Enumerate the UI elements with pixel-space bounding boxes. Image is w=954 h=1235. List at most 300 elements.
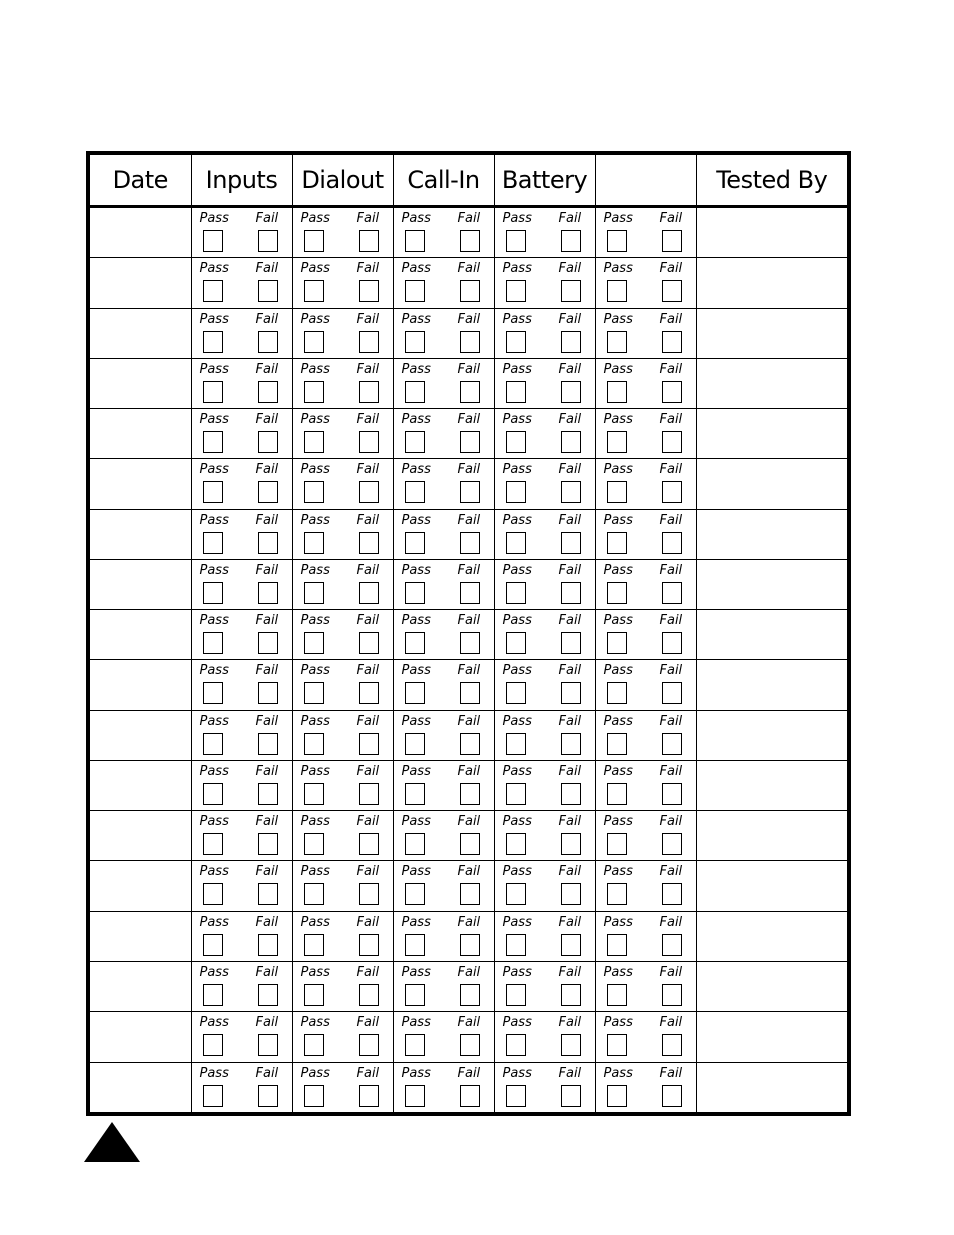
pass-checkbox[interactable] — [203, 431, 223, 453]
tested-by-cell[interactable] — [696, 1012, 847, 1062]
fail-checkbox[interactable] — [460, 984, 480, 1006]
pass-checkbox[interactable] — [304, 934, 324, 956]
pass-checkbox[interactable] — [405, 883, 425, 905]
date-cell[interactable] — [90, 610, 191, 660]
pass-checkbox[interactable] — [607, 1085, 627, 1107]
date-cell[interactable] — [90, 409, 191, 459]
fail-checkbox[interactable] — [460, 280, 480, 302]
pass-label: Pass — [502, 562, 532, 578]
pass-checkbox[interactable] — [304, 532, 324, 554]
pass-checkbox[interactable] — [304, 431, 324, 453]
pass-label: Pass — [401, 361, 431, 377]
pass-checkbox[interactable] — [203, 1085, 223, 1107]
fail-checkbox[interactable] — [258, 733, 278, 755]
fail-checkbox[interactable] — [460, 783, 480, 805]
fail-checkbox[interactable] — [662, 1034, 682, 1056]
pass-checkbox[interactable] — [405, 1034, 425, 1056]
pass-checkbox[interactable] — [506, 733, 526, 755]
pass-fail-group — [192, 610, 292, 659]
pass-label: Pass — [603, 211, 633, 226]
pass-checkbox[interactable] — [506, 682, 526, 704]
pass-checkbox[interactable] — [607, 381, 627, 403]
date-cell[interactable] — [90, 911, 191, 961]
fail-checkbox[interactable] — [561, 632, 581, 654]
fail-label: Fail — [457, 412, 481, 428]
pass-label: Pass — [603, 914, 633, 930]
fail-checkbox[interactable] — [359, 682, 379, 704]
pass-checkbox[interactable] — [506, 331, 526, 353]
pass-label: Pass — [603, 663, 633, 679]
date-cell[interactable] — [90, 308, 191, 358]
fail-checkbox[interactable] — [662, 833, 682, 855]
tested-by-cell[interactable] — [696, 559, 847, 609]
pass-checkbox[interactable] — [607, 481, 627, 503]
date-cell[interactable] — [90, 358, 191, 408]
pass-checkbox[interactable] — [304, 632, 324, 654]
pass-checkbox[interactable] — [405, 280, 425, 302]
fail-checkbox[interactable] — [561, 682, 581, 704]
pass-label: Pass — [401, 412, 431, 428]
pass-fail-group — [596, 861, 696, 910]
fail-checkbox[interactable] — [662, 230, 682, 252]
pass-fail-group — [293, 208, 393, 257]
pass-label: Pass — [199, 361, 229, 377]
pass-checkbox[interactable] — [405, 934, 425, 956]
pass-checkbox[interactable] — [405, 431, 425, 453]
pass-checkbox[interactable] — [506, 582, 526, 604]
fail-label: Fail — [255, 1065, 279, 1081]
pass-checkbox[interactable] — [405, 1085, 425, 1107]
fail-checkbox[interactable] — [561, 280, 581, 302]
fail-label: Fail — [558, 512, 582, 528]
pass-checkbox[interactable] — [607, 1034, 627, 1056]
fail-checkbox[interactable] — [662, 934, 682, 956]
pass-fail-group — [293, 309, 393, 358]
pass-checkbox[interactable] — [304, 582, 324, 604]
fail-checkbox[interactable] — [460, 381, 480, 403]
pass-fail-cell — [595, 509, 696, 559]
date-cell[interactable] — [90, 811, 191, 861]
fail-checkbox[interactable] — [258, 431, 278, 453]
pass-checkbox[interactable] — [203, 230, 223, 252]
tested-by-cell[interactable] — [696, 409, 847, 459]
pass-checkbox[interactable] — [405, 783, 425, 805]
pass-label: Pass — [603, 965, 633, 980]
fail-checkbox[interactable] — [258, 582, 278, 604]
date-cell[interactable] — [90, 459, 191, 509]
fail-checkbox[interactable] — [662, 381, 682, 403]
pass-checkbox[interactable] — [304, 682, 324, 704]
pass-checkbox[interactable] — [506, 1085, 526, 1107]
fail-checkbox[interactable] — [561, 431, 581, 453]
fail-checkbox[interactable] — [359, 481, 379, 503]
pass-checkbox[interactable] — [203, 331, 223, 353]
fail-checkbox[interactable] — [460, 682, 480, 704]
fail-label: Fail — [356, 663, 380, 679]
header-row — [90, 155, 847, 207]
pass-label: Pass — [401, 462, 431, 478]
fail-label: Fail — [457, 965, 481, 980]
fail-checkbox[interactable] — [258, 783, 278, 805]
date-cell[interactable] — [90, 1062, 191, 1112]
pass-label: Pass — [502, 512, 532, 528]
fail-label: Fail — [558, 763, 582, 779]
pass-fail-group — [495, 510, 595, 559]
pass-fail-group — [192, 309, 292, 358]
fail-checkbox[interactable] — [258, 1034, 278, 1056]
pass-checkbox[interactable] — [405, 582, 425, 604]
fail-checkbox[interactable] — [561, 783, 581, 805]
tested-by-cell[interactable] — [696, 1062, 847, 1112]
fail-label: Fail — [356, 763, 380, 779]
pass-label: Pass — [603, 613, 633, 629]
tested-by-cell[interactable] — [696, 710, 847, 760]
fail-checkbox[interactable] — [359, 883, 379, 905]
fail-checkbox[interactable] — [561, 481, 581, 503]
pass-checkbox[interactable] — [304, 733, 324, 755]
fail-checkbox[interactable] — [662, 1085, 682, 1107]
pass-fail-cell — [595, 962, 696, 1012]
pass-checkbox[interactable] — [506, 280, 526, 302]
fail-checkbox[interactable] — [460, 934, 480, 956]
pass-checkbox[interactable] — [506, 833, 526, 855]
pass-checkbox[interactable] — [405, 481, 425, 503]
pass-checkbox[interactable] — [506, 632, 526, 654]
pass-label: Pass — [603, 1065, 633, 1081]
fail-checkbox[interactable] — [662, 481, 682, 503]
pass-checkbox[interactable] — [203, 783, 223, 805]
pass-fail-cell — [595, 308, 696, 358]
pass-fail-cell — [191, 811, 292, 861]
fail-checkbox[interactable] — [561, 1085, 581, 1107]
pass-fail-cell — [494, 459, 595, 509]
fail-checkbox[interactable] — [662, 280, 682, 302]
pass-checkbox[interactable] — [607, 280, 627, 302]
date-cell[interactable] — [90, 962, 191, 1012]
log-row — [90, 459, 847, 509]
tested-by-cell[interactable] — [696, 811, 847, 861]
header-inputs: Inputs — [191, 155, 292, 207]
fail-checkbox[interactable] — [561, 230, 581, 252]
pass-fail-cell — [191, 207, 292, 258]
fail-checkbox[interactable] — [258, 632, 278, 654]
pass-checkbox[interactable] — [203, 934, 223, 956]
pass-checkbox[interactable] — [304, 280, 324, 302]
fail-checkbox[interactable] — [561, 883, 581, 905]
pass-fail-cell — [292, 207, 393, 258]
pass-checkbox[interactable] — [203, 280, 223, 302]
pass-checkbox[interactable] — [304, 331, 324, 353]
pass-fail-cell — [595, 409, 696, 459]
pass-fail-group — [293, 1063, 393, 1112]
pass-fail-group — [293, 711, 393, 760]
pass-fail-cell — [393, 1012, 494, 1062]
fail-checkbox[interactable] — [258, 230, 278, 252]
fail-checkbox[interactable] — [359, 582, 379, 604]
fail-checkbox[interactable] — [359, 632, 379, 654]
pass-fail-group — [394, 409, 494, 458]
pass-checkbox[interactable] — [304, 230, 324, 252]
fail-checkbox[interactable] — [662, 984, 682, 1006]
fail-checkbox[interactable] — [662, 582, 682, 604]
fail-label: Fail — [356, 864, 380, 880]
fail-checkbox[interactable] — [359, 431, 379, 453]
fail-checkbox[interactable] — [258, 331, 278, 353]
fail-checkbox[interactable] — [258, 481, 278, 503]
fail-checkbox[interactable] — [359, 532, 379, 554]
fail-checkbox[interactable] — [662, 331, 682, 353]
tested-by-cell[interactable] — [696, 308, 847, 358]
fail-checkbox[interactable] — [460, 632, 480, 654]
pass-label: Pass — [300, 914, 330, 930]
pass-checkbox[interactable] — [607, 783, 627, 805]
pass-checkbox[interactable] — [203, 833, 223, 855]
fail-checkbox[interactable] — [460, 833, 480, 855]
pass-checkbox[interactable] — [203, 1034, 223, 1056]
pass-label: Pass — [199, 814, 229, 830]
pass-fail-group — [394, 459, 494, 508]
pass-label: Pass — [401, 311, 431, 327]
fail-checkbox[interactable] — [561, 984, 581, 1006]
pass-checkbox[interactable] — [203, 381, 223, 403]
fail-checkbox[interactable] — [359, 331, 379, 353]
pass-fail-cell — [595, 710, 696, 760]
fail-checkbox[interactable] — [662, 783, 682, 805]
fail-checkbox[interactable] — [662, 632, 682, 654]
pass-checkbox[interactable] — [405, 532, 425, 554]
pass-checkbox[interactable] — [607, 431, 627, 453]
pass-checkbox[interactable] — [506, 1034, 526, 1056]
tested-by-cell[interactable] — [696, 962, 847, 1012]
fail-checkbox[interactable] — [662, 532, 682, 554]
pass-fail-group — [394, 1012, 494, 1061]
fail-checkbox[interactable] — [561, 331, 581, 353]
pass-checkbox[interactable] — [203, 481, 223, 503]
pass-fail-cell — [191, 1012, 292, 1062]
pass-checkbox[interactable] — [506, 481, 526, 503]
pass-checkbox[interactable] — [203, 682, 223, 704]
fail-checkbox[interactable] — [258, 934, 278, 956]
fail-checkbox[interactable] — [359, 280, 379, 302]
pass-checkbox[interactable] — [304, 1034, 324, 1056]
fail-checkbox[interactable] — [359, 230, 379, 252]
fail-checkbox[interactable] — [460, 733, 480, 755]
fail-checkbox[interactable] — [561, 733, 581, 755]
fail-checkbox[interactable] — [561, 833, 581, 855]
fail-label: Fail — [558, 211, 582, 226]
tested-by-cell[interactable] — [696, 760, 847, 810]
fail-checkbox[interactable] — [359, 783, 379, 805]
pass-checkbox[interactable] — [607, 733, 627, 755]
pass-checkbox[interactable] — [203, 984, 223, 1006]
pass-fail-cell — [191, 459, 292, 509]
pass-checkbox[interactable] — [506, 984, 526, 1006]
pass-label: Pass — [401, 562, 431, 578]
header-tested-by: Tested By — [696, 155, 847, 207]
pass-checkbox[interactable] — [405, 682, 425, 704]
date-cell[interactable] — [90, 559, 191, 609]
fail-label: Fail — [255, 1015, 279, 1031]
pass-checkbox[interactable] — [304, 833, 324, 855]
tested-by-cell[interactable] — [696, 610, 847, 660]
fail-checkbox[interactable] — [359, 381, 379, 403]
pass-checkbox[interactable] — [203, 532, 223, 554]
pass-checkbox[interactable] — [405, 230, 425, 252]
pass-fail-cell — [292, 610, 393, 660]
pass-checkbox[interactable] — [506, 230, 526, 252]
pass-fail-group — [596, 409, 696, 458]
pass-fail-group — [293, 510, 393, 559]
fail-checkbox[interactable] — [561, 934, 581, 956]
date-cell[interactable] — [90, 660, 191, 710]
date-cell[interactable] — [90, 207, 191, 258]
fail-label: Fail — [659, 663, 683, 679]
fail-checkbox[interactable] — [561, 582, 581, 604]
pass-checkbox[interactable] — [506, 431, 526, 453]
pass-checkbox[interactable] — [607, 682, 627, 704]
pass-label: Pass — [502, 1015, 532, 1031]
date-cell[interactable] — [90, 710, 191, 760]
pass-checkbox[interactable] — [607, 833, 627, 855]
tested-by-cell[interactable] — [696, 660, 847, 710]
fail-label: Fail — [659, 1015, 683, 1031]
fail-checkbox[interactable] — [359, 733, 379, 755]
pass-checkbox[interactable] — [304, 883, 324, 905]
fail-checkbox[interactable] — [359, 833, 379, 855]
pass-fail-cell — [595, 660, 696, 710]
pass-checkbox[interactable] — [506, 381, 526, 403]
pass-checkbox[interactable] — [304, 1085, 324, 1107]
tested-by-cell[interactable] — [696, 509, 847, 559]
tested-by-cell[interactable] — [696, 258, 847, 308]
pass-checkbox[interactable] — [506, 883, 526, 905]
fail-checkbox[interactable] — [561, 381, 581, 403]
fail-checkbox[interactable] — [258, 883, 278, 905]
pass-fail-cell — [393, 459, 494, 509]
pass-checkbox[interactable] — [304, 783, 324, 805]
fail-checkbox[interactable] — [460, 532, 480, 554]
fail-checkbox[interactable] — [460, 331, 480, 353]
pass-checkbox[interactable] — [405, 331, 425, 353]
pass-checkbox[interactable] — [506, 783, 526, 805]
tested-by-cell[interactable] — [696, 861, 847, 911]
fail-label: Fail — [356, 311, 380, 327]
fail-label: Fail — [659, 211, 683, 226]
fail-checkbox[interactable] — [662, 883, 682, 905]
fail-checkbox[interactable] — [662, 733, 682, 755]
fail-label: Fail — [457, 814, 481, 830]
pass-checkbox[interactable] — [607, 230, 627, 252]
pass-label: Pass — [300, 663, 330, 679]
fail-checkbox[interactable] — [258, 532, 278, 554]
pass-fail-group — [495, 610, 595, 659]
pass-checkbox[interactable] — [506, 934, 526, 956]
fail-checkbox[interactable] — [258, 1085, 278, 1107]
pass-label: Pass — [300, 211, 330, 226]
fail-checkbox[interactable] — [561, 1034, 581, 1056]
fail-checkbox[interactable] — [460, 1034, 480, 1056]
fail-checkbox[interactable] — [662, 431, 682, 453]
pass-checkbox[interactable] — [607, 582, 627, 604]
tested-by-cell[interactable] — [696, 207, 847, 258]
pass-checkbox[interactable] — [203, 582, 223, 604]
fail-checkbox[interactable] — [258, 280, 278, 302]
fail-checkbox[interactable] — [662, 682, 682, 704]
pass-fail-cell — [494, 509, 595, 559]
pass-fail-group — [394, 208, 494, 257]
pass-checkbox[interactable] — [405, 733, 425, 755]
fail-checkbox[interactable] — [460, 883, 480, 905]
pass-checkbox[interactable] — [607, 934, 627, 956]
pass-checkbox[interactable] — [607, 984, 627, 1006]
pass-checkbox[interactable] — [506, 532, 526, 554]
pass-label: Pass — [401, 864, 431, 880]
pass-checkbox[interactable] — [304, 984, 324, 1006]
fail-checkbox[interactable] — [460, 481, 480, 503]
fail-checkbox[interactable] — [258, 381, 278, 403]
pass-checkbox[interactable] — [607, 532, 627, 554]
pass-checkbox[interactable] — [405, 632, 425, 654]
fail-label: Fail — [457, 311, 481, 327]
fail-label: Fail — [255, 914, 279, 930]
pass-fail-cell — [191, 258, 292, 308]
pass-checkbox[interactable] — [304, 381, 324, 403]
fail-checkbox[interactable] — [258, 682, 278, 704]
fail-label: Fail — [255, 814, 279, 830]
fail-checkbox[interactable] — [258, 833, 278, 855]
date-cell[interactable] — [90, 861, 191, 911]
fail-checkbox[interactable] — [359, 984, 379, 1006]
pass-checkbox[interactable] — [405, 833, 425, 855]
tested-by-cell[interactable] — [696, 358, 847, 408]
log-row — [90, 811, 847, 861]
pass-checkbox[interactable] — [607, 632, 627, 654]
date-cell[interactable] — [90, 509, 191, 559]
pass-checkbox[interactable] — [607, 883, 627, 905]
fail-checkbox[interactable] — [561, 532, 581, 554]
pass-fail-group — [495, 1063, 595, 1112]
pass-checkbox[interactable] — [203, 733, 223, 755]
fail-checkbox[interactable] — [359, 1085, 379, 1107]
pass-fail-cell — [393, 258, 494, 308]
fail-checkbox[interactable] — [460, 431, 480, 453]
pass-fail-group — [293, 610, 393, 659]
fail-checkbox[interactable] — [359, 934, 379, 956]
tested-by-cell[interactable] — [696, 911, 847, 961]
fail-checkbox[interactable] — [460, 582, 480, 604]
pass-fail-cell — [191, 1062, 292, 1112]
pass-label: Pass — [401, 914, 431, 930]
fail-checkbox[interactable] — [460, 1085, 480, 1107]
pass-checkbox[interactable] — [203, 632, 223, 654]
fail-label: Fail — [558, 562, 582, 578]
fail-checkbox[interactable] — [359, 1034, 379, 1056]
pass-checkbox[interactable] — [203, 883, 223, 905]
tested-by-cell[interactable] — [696, 459, 847, 509]
pass-checkbox[interactable] — [405, 984, 425, 1006]
test-log-table — [90, 155, 847, 1112]
date-cell[interactable] — [90, 1012, 191, 1062]
pass-checkbox[interactable] — [405, 381, 425, 403]
fail-checkbox[interactable] — [460, 230, 480, 252]
pass-fail-group — [293, 912, 393, 961]
pass-fail-cell — [393, 760, 494, 810]
fail-checkbox[interactable] — [258, 984, 278, 1006]
pass-checkbox[interactable] — [304, 481, 324, 503]
date-cell[interactable] — [90, 760, 191, 810]
pass-checkbox[interactable] — [607, 331, 627, 353]
date-cell[interactable] — [90, 258, 191, 308]
